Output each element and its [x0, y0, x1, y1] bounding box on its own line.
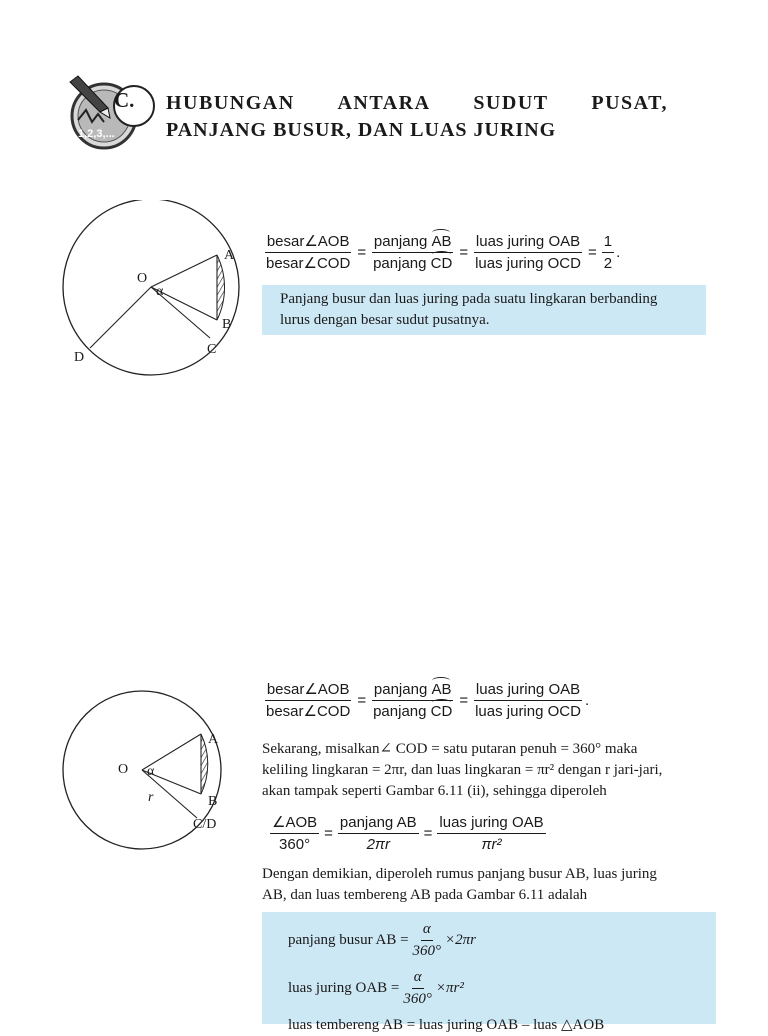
formula1-label: panjang busur AB =: [288, 932, 409, 948]
equation-ratio-2: $\frac{\text{besar∠AOB}}{\text{besar∠COD}}$ = $\frac{\text{panjang AB}}{\text{panjang CD}}$ = $\frac{\text{luas juring OAB}}{\text{luas juring OCD}}$ .: [266, 681, 590, 720]
eq2-frac3-num: luas juring OAB: [474, 680, 582, 701]
eq1-frac2-num-pre: panjang: [373, 233, 432, 250]
formula-arc-length: [288, 920, 476, 961]
pencil-badge-icon: [64, 72, 160, 156]
title-word: HUBUNGAN: [166, 92, 295, 114]
eq2-frac2-num-pre: panjang: [373, 681, 432, 698]
eq1-frac2-num-arc: AB: [431, 233, 452, 250]
paragraph-1: [262, 739, 722, 802]
eq2-end: .: [584, 692, 590, 709]
label-alpha: α: [156, 284, 164, 299]
badge-numbers: 1,2,3,...: [78, 128, 115, 140]
title-word: PUSAT,: [591, 92, 668, 114]
eq1-end: .: [616, 244, 621, 261]
eq2-frac1-num: besar∠AOB: [265, 680, 352, 701]
formula-segment-area: luas tembereng AB = luas juring OAB – luas △AOB: [288, 1017, 605, 1033]
formula2-tail: ×πr²: [435, 980, 464, 996]
formula1-tail: ×2πr: [445, 932, 477, 948]
formula1-den: 360°: [412, 943, 442, 959]
eq3-frac1-num: ∠AOB: [270, 813, 319, 834]
eq2-frac2-den-arc: CD: [430, 703, 453, 720]
eq1-frac1-den: besar∠COD: [266, 255, 351, 272]
eq3-frac1-den: 360°: [279, 836, 311, 853]
para1-line3: akan tampak seperti Gambar 6.11 (ii), sehingga diperoleh: [262, 783, 607, 799]
label-b: B: [208, 794, 218, 809]
formula2-label: luas juring OAB =: [288, 980, 400, 996]
eq1-frac3-num: luas juring OAB: [474, 232, 582, 253]
para1-line2: keliling lingkaran = 2πr, dan luas lingkaran = πr² dengan r jari-jari,: [262, 762, 663, 778]
section-letter: C.: [114, 88, 135, 112]
box1-line1: Panjang busur dan luas juring pada suatu lingkaran berbanding: [280, 291, 658, 307]
highlight-box-1: [262, 285, 706, 335]
eq2-frac2-num-arc: AB: [431, 681, 452, 698]
label-o: O: [118, 762, 129, 777]
formula2-num: α: [412, 968, 424, 989]
label-alpha: α: [147, 764, 155, 779]
eq1-frac2-den-pre: panjang: [373, 255, 431, 272]
label-r: r: [148, 790, 154, 805]
eq1-frac3-den: luas juring OCD: [475, 255, 581, 272]
label-a: A: [224, 248, 235, 263]
section-badge: [64, 72, 160, 156]
eq1-frac2-den-arc: CD: [430, 255, 453, 272]
eq3-frac3-num: luas juring OAB: [437, 813, 545, 834]
eq3-frac2-den: 2πr: [366, 836, 390, 853]
title-word: SUDUT: [473, 92, 549, 114]
formula1-num: α: [421, 920, 433, 941]
eq3-frac2-num: panjang AB: [338, 813, 419, 834]
eq1-frac4-num: 1: [602, 232, 614, 253]
label-d: D: [74, 350, 85, 365]
formula-box: [262, 912, 716, 1033]
section-title-line2: PANJANG BUSUR, DAN LUAS JURING: [166, 119, 557, 141]
para1-line1: Sekarang, misalkan∠ COD = satu putaran penuh = 360° maka: [262, 741, 638, 757]
eq2-frac2-den-pre: panjang: [373, 703, 431, 720]
equation-ratio-1: $\frac{\text{besar∠AOB}}{\text{besar∠COD}}$ = $\frac{\text{panjang AB}}{\text{panjang CD}}$ = $\frac{\text{luas juring OAB}}{\text{luas juring OCD}}$ = $\frac{1}{2}$ .: [266, 233, 621, 272]
eq3-frac3-den: πr²: [481, 836, 502, 853]
formula-sector-area: [288, 968, 464, 1009]
section-title-line1: [166, 92, 668, 115]
formula2-den: 360°: [403, 991, 432, 1007]
paragraph-2: [262, 864, 722, 906]
label-a: A: [208, 732, 219, 747]
equation-ratio-3: $\frac{\text{∠AOB}}{360^\circ}$ = $\frac{\text{panjang AB}}{2\pi r}$ = $\frac{\text{luas juring OAB}}{\text{πr²}}$: [272, 814, 544, 853]
para2-line1: Dengan demikian, diperoleh rumus panjang busur AB, luas juring: [262, 866, 657, 882]
eq1-frac1-num: besar∠AOB: [265, 232, 352, 253]
label-o: O: [137, 271, 148, 286]
label-cd: C/D: [193, 817, 217, 832]
eq1-frac4-den: 2: [603, 255, 613, 272]
label-b: B: [222, 317, 232, 332]
eq2-frac3-den: luas juring OCD: [475, 703, 581, 720]
box1-line2: lurus dengan besar sudut pusatnya.: [280, 312, 490, 328]
label-c: C: [207, 342, 217, 357]
title-word: ANTARA: [337, 92, 431, 114]
para2-line2: AB, dan luas tembereng AB pada Gambar 6.11 adalah: [262, 887, 588, 903]
eq2-frac1-den: besar∠COD: [266, 703, 351, 720]
